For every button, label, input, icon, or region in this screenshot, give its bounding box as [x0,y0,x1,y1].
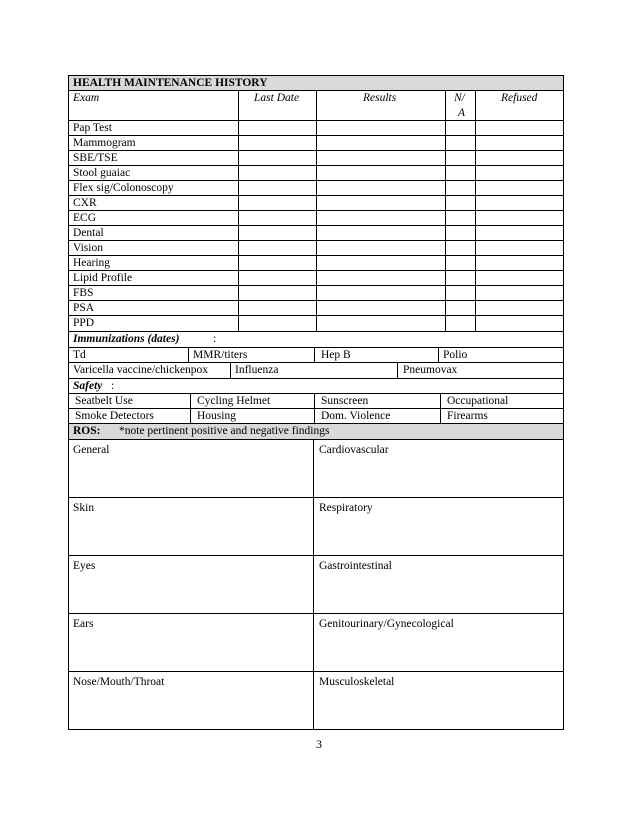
ros-right-label: Respiratory [319,502,373,514]
immunizations-heading: Immunizations (dates) [73,333,180,345]
safety-row-2 [68,409,564,423]
exam-name: Mammogram [73,137,136,149]
exam-row [68,256,564,271]
ros-left-label: General [73,444,110,456]
safety-smoke-detectors: Smoke Detectors [75,410,154,422]
ros-right-label: Cardiovascular [319,444,389,456]
ros-note: *note pertinent positive and negative findings [119,425,330,437]
exam-row [68,196,564,211]
ros-left-label: Ears [73,618,94,630]
na-column-header-line1: N/ [454,92,465,104]
ros-right-label: Musculoskeletal [319,676,395,688]
na-column-header-line2: A [458,107,466,119]
safety-cycling-helmet: Cycling Helmet [197,395,271,407]
exam-row [68,271,564,286]
immunization-row-1 [68,348,564,362]
safety-heading-row: Safety : [68,379,564,393]
exam-row [68,286,564,301]
exam-name: Lipid Profile [73,272,133,284]
exam-name: Vision [73,242,103,254]
ros-heading: ROS: [73,425,101,437]
ros-right-label: Genitourinary/Gynecological [319,618,454,630]
exam-name: ECG [73,212,96,224]
exam-name: PSA [73,302,95,314]
exam-name: PPD [73,317,95,329]
ros-row [68,672,564,730]
safety-heading: Safety [73,380,103,392]
exam-name: Stool guaiac [73,167,131,179]
ros-row [68,556,564,614]
immunization-td: Td [73,349,86,361]
immunization-hepb: Hep B [321,349,351,361]
ros-row [68,614,564,672]
results-column-header: Results [363,92,397,104]
exam-row [68,226,564,241]
exam-name: Pap Test [73,122,112,134]
ros-left-label: Skin [73,502,95,514]
immunization-influenza: Influenza [235,364,279,376]
exam-row [68,136,564,151]
exam-name: Dental [73,227,104,239]
exam-name: Flex sig/Colonoscopy [73,182,174,194]
exam-row [68,211,564,226]
safety-row-1 [68,394,564,408]
exam-column-header: Exam [73,92,100,104]
exam-name: SBE/TSE [73,152,118,164]
safety-housing: Housing [197,410,236,422]
ros-left-label: Nose/Mouth/Throat [73,676,165,688]
safety-occupational: Occupational [447,395,509,407]
exam-row [68,166,564,181]
exam-row [68,316,564,331]
ros-heading-row [68,424,564,439]
immunization-row-2 [68,363,564,378]
ros-row [68,440,564,498]
safety-sunscreen: Sunscreen [321,395,369,407]
immunization-mmr: MMR/titers [193,349,248,361]
ros-row [68,498,564,556]
immunization-pneumovax: Pneumovax [403,364,458,376]
exam-row [68,301,564,316]
immunization-polio: Polio [443,349,468,361]
form-title: HEALTH MAINTENANCE HISTORY [73,77,268,89]
exam-row [68,151,564,166]
refused-column-header: Refused [501,92,538,104]
page-number: 3 [316,737,322,751]
ros-left-label: Eyes [73,560,96,572]
exam-row [68,121,564,136]
immunizations-heading-row: Immunizations (dates) : [68,332,564,347]
safety-seatbelt: Seatbelt Use [75,395,133,407]
immunization-varicella: Varicella vaccine/chickenpox [73,364,209,376]
exam-row [68,181,564,196]
exam-name: FBS [73,287,94,299]
title-row [68,75,564,90]
ros-right-label: Gastrointestinal [319,560,392,572]
exam-name: CXR [73,197,97,209]
safety-firearms: Firearms [447,410,488,422]
exam-row [68,241,564,256]
last-date-column-header: Last Date [254,92,300,104]
exam-name: Hearing [73,257,111,269]
safety-dom-violence: Dom. Violence [321,410,391,422]
